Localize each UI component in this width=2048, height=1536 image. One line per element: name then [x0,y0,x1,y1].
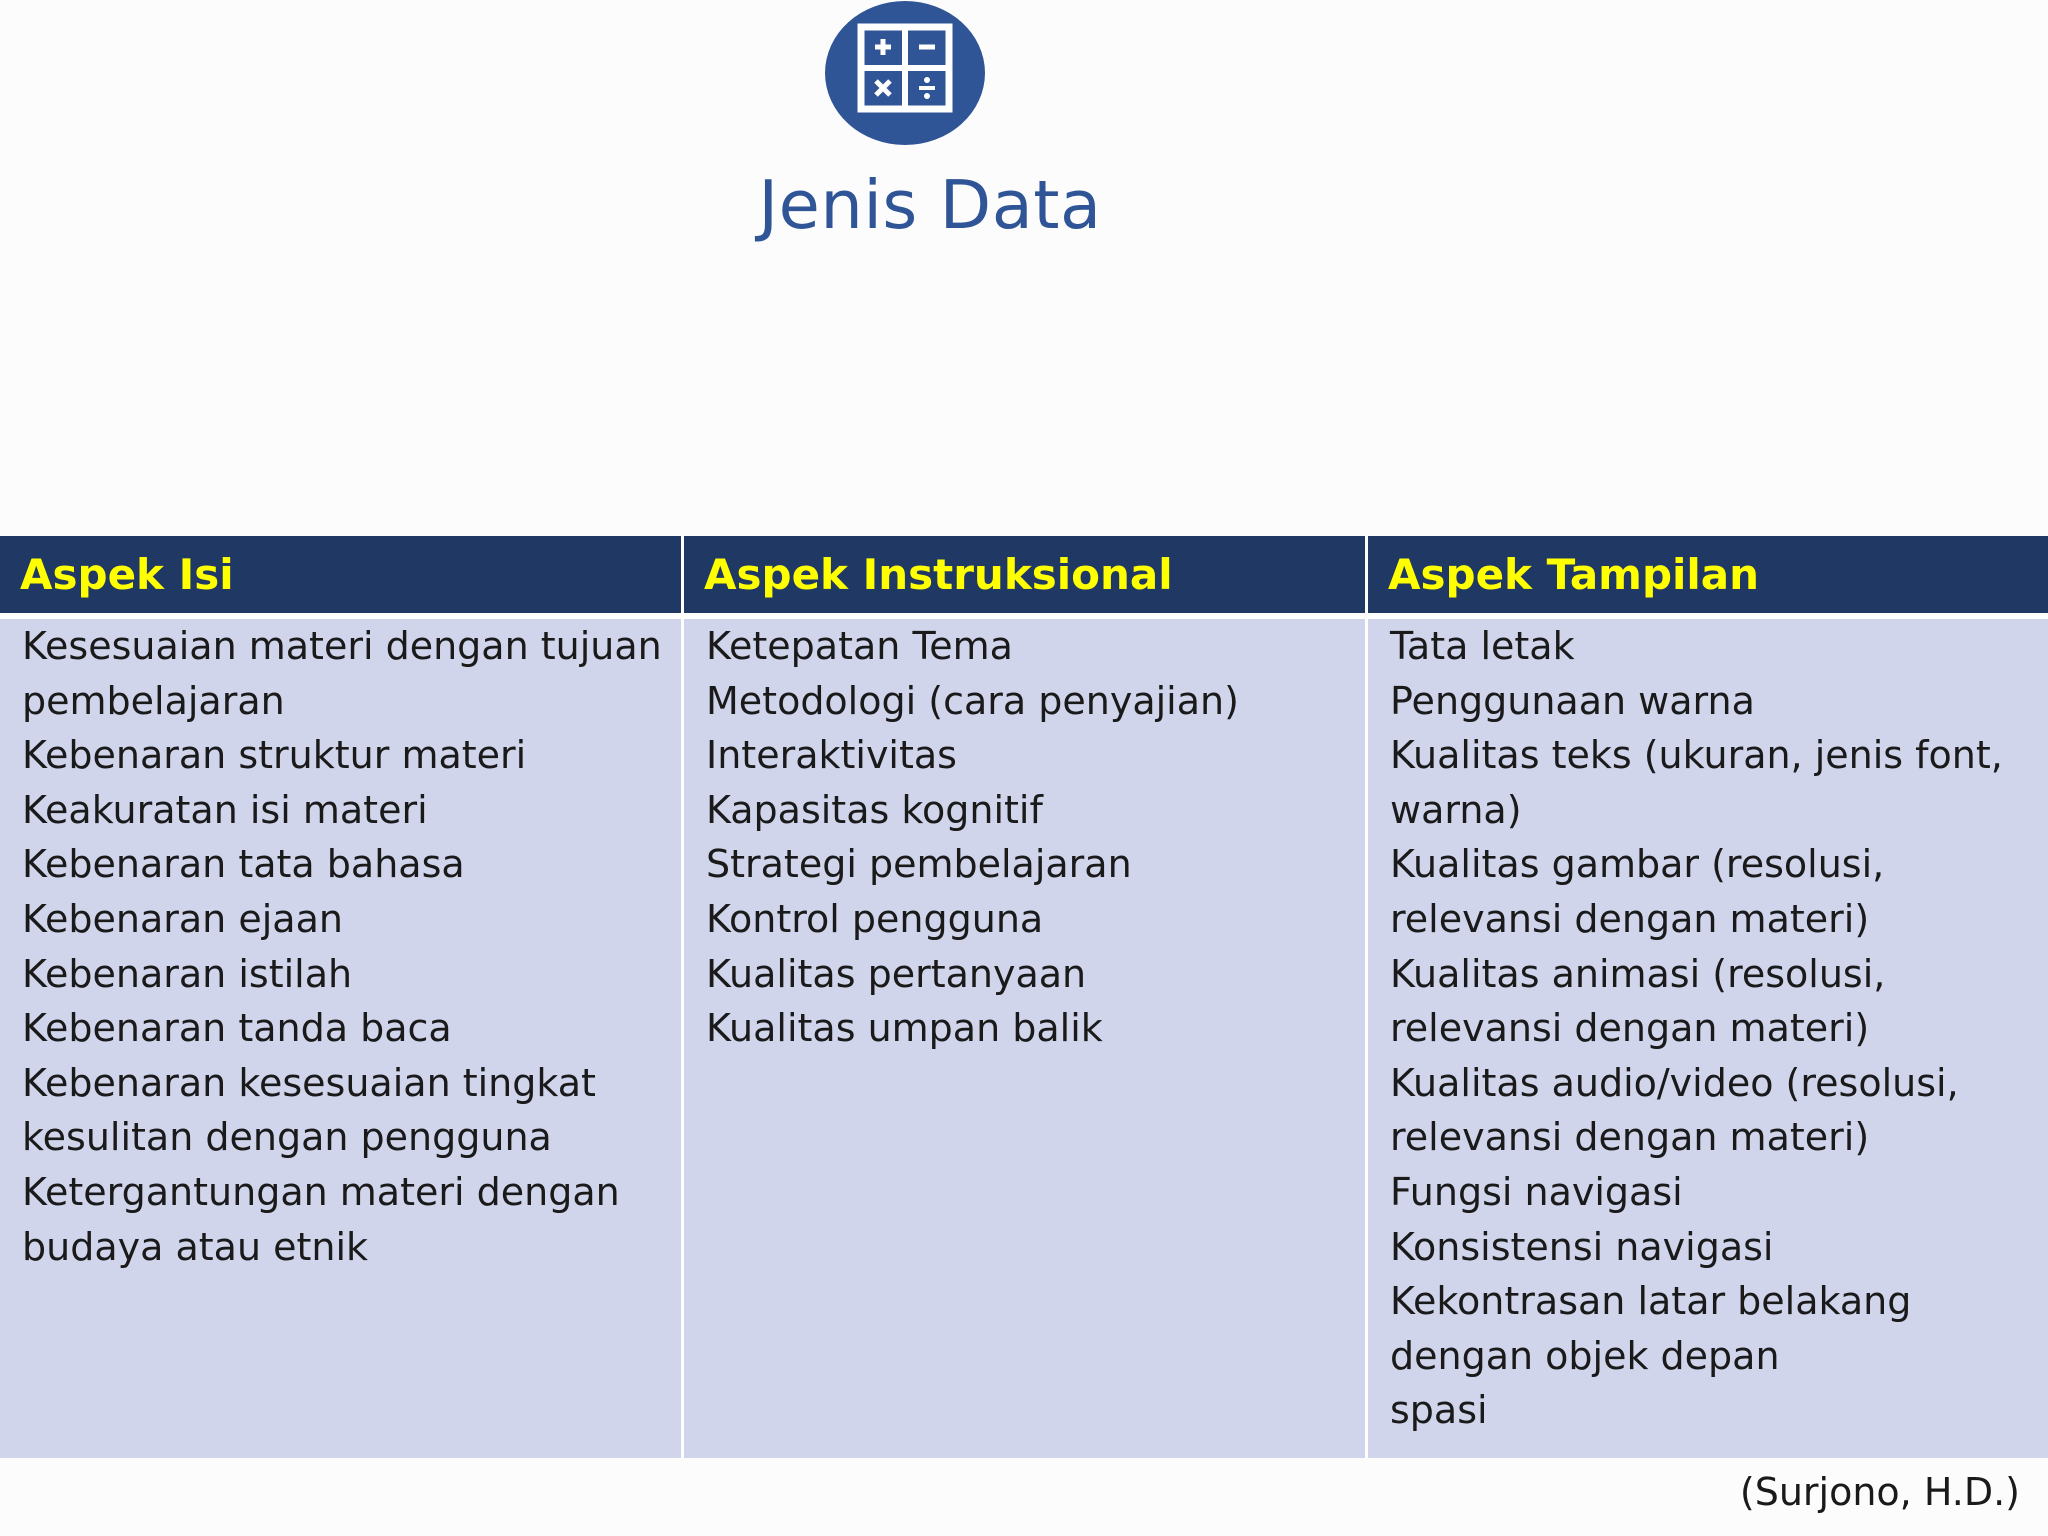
page-title: Jenis Data [758,166,1102,244]
list-item: Tata letak [1390,624,1575,668]
criteria-table [0,536,2048,1458]
list-item: Kebenaran tata bahasa [22,842,465,887]
list-item: relevansi dengan materi) [1390,896,1870,941]
source-citation: (Surjono, H.D.) [1739,1470,2020,1514]
list-item: Ketergantungan materi dengan [22,1169,620,1214]
list-item: Kualitas pertanyaan [706,951,1087,996]
column-body [684,619,1365,1458]
list-item: Kualitas umpan balik [706,1006,1103,1051]
list-item: Fungsi navigasi [1390,1169,1683,1214]
list-item: Ketepatan Tema [706,624,1013,668]
list-item: spasi [1390,1388,1488,1433]
list-item: Kapasitas kognitif [706,787,1043,832]
column-aspek-tampilan [1368,536,2048,1458]
list-item: Kebenaran struktur materi [22,733,527,778]
column-body [0,619,681,1458]
list-item: Kualitas animasi (resolusi, [1390,951,1886,996]
list-item: budaya atau etnik [22,1224,369,1269]
list-item: Kebenaran istilah [22,951,353,996]
list-item: Kebenaran tanda baca [22,1006,452,1051]
column-header: Aspek Isi [0,536,681,613]
criteria-list [22,619,681,1274]
column-body [1368,619,2048,1458]
list-item: kesulitan dengan pengguna [22,1115,552,1160]
criteria-list [706,619,1365,1056]
list-item: Kualitas teks (ukuran, jenis font, [1390,733,2003,778]
list-item: relevansi dengan materi) [1390,1006,1870,1051]
list-item: pembelajaran [22,678,285,723]
list-item: Kontrol pengguna [706,896,1044,941]
list-item: Strategi pembelajaran [706,842,1132,887]
list-item: Metodologi (cara penyajian) [706,678,1239,723]
list-item: Konsistensi navigasi [1390,1224,1774,1269]
list-item: Kebenaran ejaan [22,896,343,941]
list-item: Penggunaan warna [1390,678,1755,723]
list-item: Kebenaran kesesuaian tingkat [22,1060,596,1105]
column-aspek-isi [0,536,681,1458]
column-header: Aspek Instruksional [684,536,1365,613]
list-item: Kualitas audio/video (resolusi, [1390,1060,1959,1105]
list-item: Kesesuaian materi dengan tujuan [22,624,662,668]
column-header: Aspek Tampilan [1368,536,2048,613]
list-item: relevansi dengan materi) [1390,1115,1870,1160]
criteria-list [1390,619,2048,1438]
column-aspek-instruksional [684,536,1365,1458]
list-item: Interaktivitas [706,733,957,778]
list-item: Kekontrasan latar belakang [1390,1279,1912,1324]
list-item: Kualitas gambar (resolusi, [1390,842,1885,887]
list-item: Keakuratan isi materi [22,787,428,832]
list-item: dengan objek depan [1390,1333,1780,1378]
calculator-icon [824,0,986,146]
list-item: warna) [1390,787,1522,832]
